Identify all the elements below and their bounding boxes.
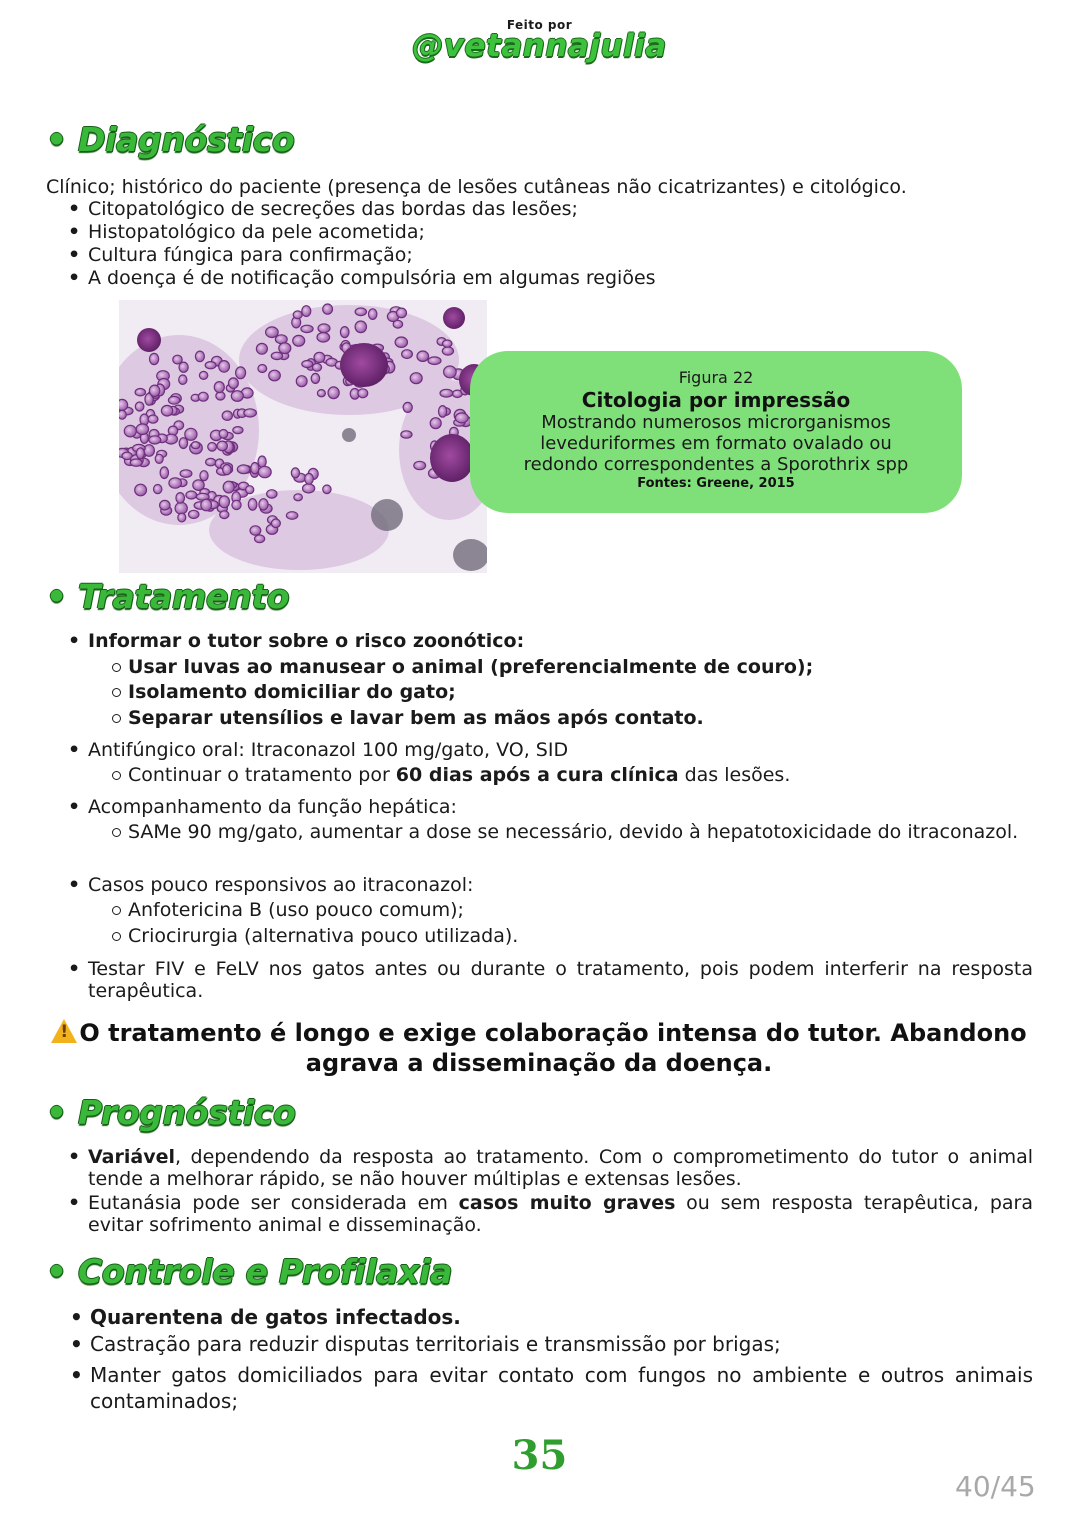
- yeast-cell: [124, 425, 136, 437]
- yeast-cell: [293, 311, 302, 319]
- yeast-cell: [180, 470, 192, 478]
- yeast-cell: [258, 365, 267, 373]
- yeast-cell: [149, 436, 161, 444]
- yeast-cell: [358, 389, 368, 398]
- warning-icon: [51, 1019, 77, 1043]
- yeast-cell: [237, 465, 250, 474]
- list-item: • Manter gatos domiciliados para evitar contato com fungos no ambiente e outros animais contaminados;: [90, 1362, 1033, 1414]
- list-item: • Histopatológico da pele acometida;: [88, 221, 425, 243]
- yeast-cell: [206, 458, 216, 465]
- yeast-cell: [317, 390, 325, 397]
- yeast-cell: [179, 362, 188, 372]
- yeast-cell: [305, 473, 314, 484]
- list-item: • A doença é de notificação compulsória em algumas regiões: [88, 267, 656, 289]
- yeast-cell: [154, 485, 162, 494]
- figure-description-line: Mostrando numerosos microrganismos: [541, 412, 891, 433]
- yeast-cell: [414, 461, 426, 469]
- list-subitem: Separar utensílios e lavar bem as mãos após contato.: [128, 707, 704, 729]
- yeast-cell: [303, 484, 315, 493]
- yeast-cell: [161, 405, 172, 416]
- yeast-cell: [233, 427, 243, 434]
- yeast-cell: [402, 350, 413, 359]
- yeast-cell: [355, 321, 366, 333]
- page-number: 35: [511, 1432, 568, 1479]
- list-item: • Informar o tutor sobre o risco zoonótico:: [88, 630, 524, 652]
- yeast-cell: [160, 500, 170, 510]
- yeast-cell: [301, 325, 313, 332]
- yeast-cell: [198, 392, 208, 401]
- yeast-cell: [312, 363, 321, 371]
- list-subitem: Criocirurgia (alternativa pouco utilizada).: [128, 925, 519, 947]
- figure-title: Citologia por impressão: [581, 388, 851, 412]
- yeast-cell: [214, 382, 224, 393]
- cytology-micrograph: [119, 300, 487, 573]
- yeast-cell: [119, 399, 128, 410]
- list-item: • Testar FIV e FeLV nos gatos antes ou durante o tratamento, pois podem interferir na resposta terapêutica.: [88, 958, 1033, 1002]
- yeast-cell: [200, 471, 208, 481]
- yeast-cell: [195, 351, 204, 362]
- yeast-cell: [169, 478, 182, 488]
- yeast-cell: [291, 468, 299, 478]
- list-item: • Eutanásia pode ser considerada em casos muito graves ou sem resposta terapêutica, para evitar sofrimento animal e disseminação.: [88, 1192, 1033, 1236]
- yeast-cell: [191, 442, 199, 449]
- figure-description-line: redondo correspondentes a Sporothrix spp: [523, 454, 909, 475]
- yeast-cell: [340, 327, 349, 338]
- yeast-cell: [317, 333, 330, 343]
- yeast-cell: [395, 337, 407, 347]
- yeast-cell: [186, 491, 197, 499]
- yeast-cell: [397, 308, 407, 318]
- yeast-cell: [130, 459, 142, 466]
- list-item: • Quarentena de gatos infectados.: [90, 1306, 461, 1328]
- yeast-cell: [135, 402, 144, 411]
- yeast-cell: [244, 409, 257, 417]
- yeast-cell: [369, 309, 377, 320]
- yeast-cell: [442, 347, 453, 355]
- yeast-cell: [271, 352, 282, 359]
- yeast-cell: [219, 361, 230, 373]
- yeast-cell: [160, 467, 168, 479]
- section-title-prognostico: • Prognóstico: [46, 1093, 296, 1132]
- yeast-cell: [271, 519, 280, 528]
- yeast-cell: [201, 499, 212, 511]
- yeast-cell: [286, 512, 297, 520]
- yeast-cell: [136, 424, 148, 435]
- yeast-cell: [355, 308, 366, 316]
- list-subitem: SAMe 90 mg/gato, aumentar a dose se necessário, devido à hepatotoxicidade do itraconazol.: [128, 821, 1033, 843]
- yeast-cell: [259, 499, 268, 510]
- yeast-cell: [401, 431, 412, 438]
- page-counter: 40/45: [955, 1470, 1036, 1503]
- yeast-cell: [246, 486, 254, 494]
- author-handle: @vetannajulia: [412, 28, 667, 64]
- yeast-cell: [251, 463, 259, 474]
- yeast-cell: [440, 389, 453, 397]
- list-item: • Cultura fúngica para confirmação;: [88, 244, 413, 266]
- yeast-cell: [148, 415, 158, 423]
- yeast-cell: [248, 499, 257, 511]
- yeast-cell: [417, 351, 429, 361]
- list-item: • Antifúngico oral: Itraconazol 100 mg/gato, VO, SID: [88, 739, 568, 761]
- yeast-cell: [269, 370, 281, 381]
- yeast-cell: [179, 438, 187, 449]
- yeast-cell: [403, 402, 412, 412]
- yeast-cell: [168, 396, 179, 404]
- section-title-diagnostico: • Diagnóstico: [46, 120, 295, 159]
- yeast-cell: [428, 357, 441, 365]
- yeast-cell: [176, 493, 185, 504]
- yeast-cell: [185, 428, 197, 440]
- yeast-cell: [296, 376, 307, 387]
- yeast-cell: [150, 353, 159, 364]
- yeast-cell: [220, 511, 229, 519]
- yeast-cell: [229, 378, 239, 389]
- yeast-cell: [410, 373, 422, 384]
- yeast-cell: [236, 367, 246, 379]
- yeast-cell: [294, 494, 303, 501]
- yeast-cell: [314, 352, 325, 362]
- yeast-cell: [231, 391, 243, 402]
- section-title-controle: • Controle e Profilaxia: [46, 1252, 453, 1291]
- yeast-cell: [267, 490, 277, 498]
- yeast-cell: [223, 465, 231, 475]
- yeast-cell: [393, 320, 402, 328]
- yeast-cell: [323, 485, 331, 494]
- yeast-cell: [199, 371, 207, 379]
- yeast-cell: [178, 513, 186, 522]
- section-title-tratamento: • Tratamento: [46, 577, 290, 616]
- yeast-cell: [255, 535, 265, 543]
- list-item: • Casos pouco responsivos ao itraconazol:: [88, 874, 473, 896]
- yeast-cell: [189, 510, 199, 518]
- yeast-cell: [258, 466, 271, 477]
- yeast-cell: [219, 496, 229, 508]
- figure-number: Figura 22: [678, 368, 754, 387]
- credit-label: Feito por: [506, 18, 573, 32]
- list-item: • Castração para reduzir disputas territoriais e transmissão por brigas;: [90, 1333, 781, 1355]
- warning-note: !O tratamento é longo e exige colaboração intensa do tutor. Abandono agrava a disseminação da doença.: [46, 1018, 1032, 1078]
- yeast-cell: [266, 327, 279, 338]
- yeast-cell: [135, 389, 145, 396]
- list-subitem: Continuar o tratamento por 60 dias após a cura clínica das lesões.: [128, 764, 791, 786]
- yeast-cell: [302, 306, 311, 317]
- yeast-cell: [328, 387, 339, 399]
- list-subitem: Isolamento domiciliar do gato;: [128, 681, 456, 703]
- yeast-cell: [208, 443, 217, 452]
- yeast-cell: [256, 343, 267, 354]
- figure-caption: [470, 351, 962, 513]
- yeast-cell: [155, 454, 163, 463]
- yeast-cell: [136, 448, 144, 459]
- yeast-cell: [439, 406, 447, 418]
- yeast-cell: [149, 385, 159, 396]
- figure-source: Fontes: Greene, 2015: [637, 476, 795, 491]
- yeast-cell: [250, 526, 261, 535]
- diagnostico-intro: Clínico; histórico do paciente (presença de lesões cutâneas não cicatrizantes) e citológico.: [46, 176, 907, 198]
- yeast-cell: [135, 484, 147, 496]
- yeast-cell: [119, 410, 126, 419]
- list-subitem: Anfotericina B (uso pouco comum);: [128, 899, 464, 921]
- yeast-cell: [293, 335, 305, 346]
- yeast-cell: [232, 500, 241, 509]
- yeast-cell: [144, 445, 155, 457]
- yeast-cell: [217, 441, 227, 451]
- yeast-cell: [205, 362, 216, 369]
- yeast-cell: [443, 340, 452, 347]
- yeast-cell: [455, 413, 468, 423]
- list-item: • Acompanhamento da função hepática:: [88, 796, 457, 818]
- list-subitem: Usar luvas ao manusear o animal (preferencialmente de couro);: [128, 656, 814, 678]
- list-item: • Citopatológico de secreções das bordas das lesões;: [88, 198, 578, 220]
- yeast-cell: [279, 343, 291, 354]
- yeast-cell: [258, 456, 266, 467]
- yeast-cell: [318, 324, 330, 333]
- yeast-cell: [302, 361, 313, 368]
- yeast-cell: [175, 502, 187, 514]
- yeast-cell: [179, 375, 187, 384]
- yeast-cell: [222, 411, 232, 420]
- yeast-cell: [444, 366, 457, 378]
- yeast-cell: [223, 481, 234, 493]
- figure-description-line: leveduriformes em formato ovalado ou: [540, 433, 892, 454]
- yeast-cell: [430, 418, 441, 429]
- yeast-cell: [323, 304, 333, 314]
- yeast-cell: [219, 430, 228, 439]
- yeast-cell: [311, 373, 319, 383]
- list-item: • Variável, dependendo da resposta ao tratamento. Com o comprometimento do tutor o animal tende a melhorar rápido, se não houver múltiplas e extensas lesões.: [88, 1146, 1033, 1190]
